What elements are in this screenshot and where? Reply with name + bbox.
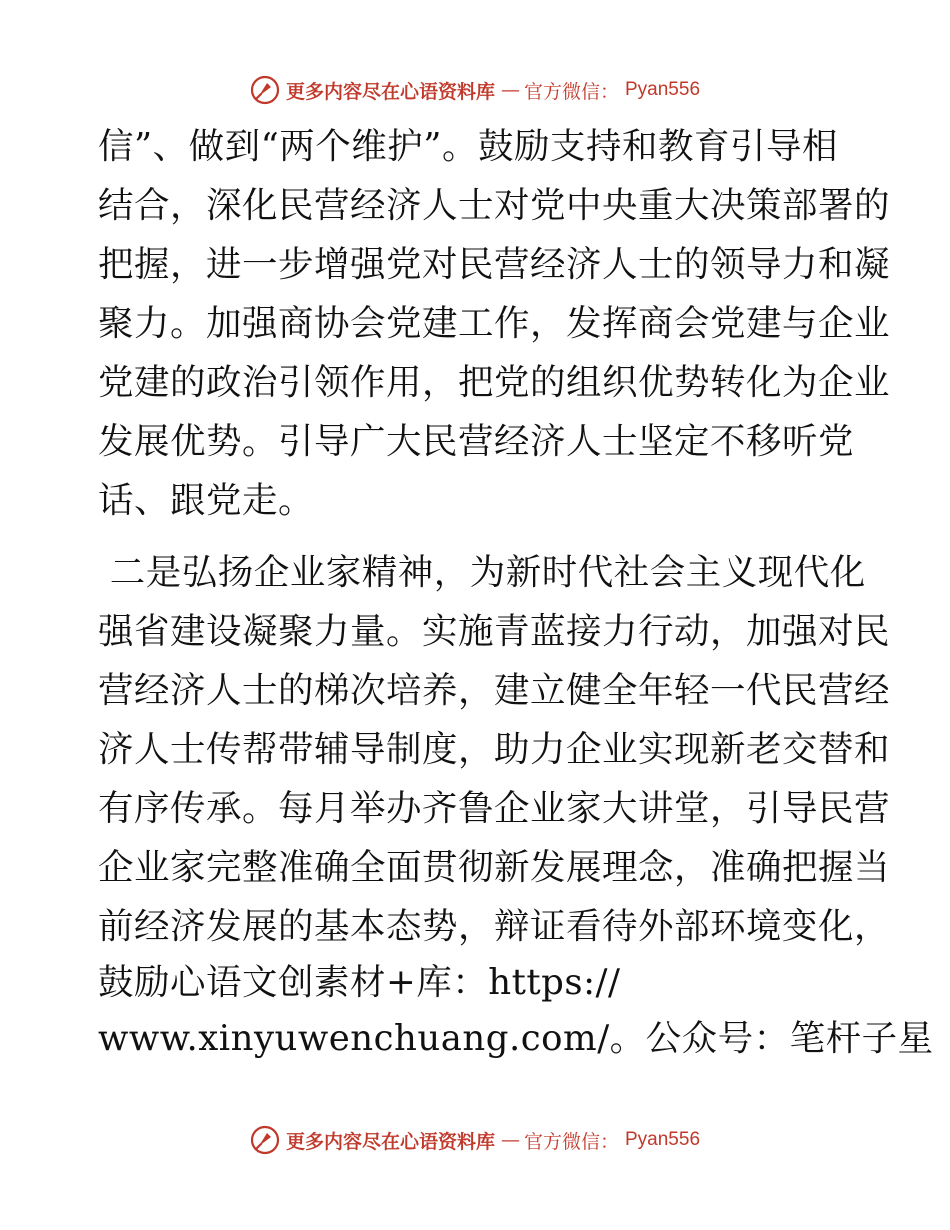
banner-wechat-label: 官方微信： [523, 1130, 619, 1153]
header-banner [0, 70, 950, 110]
text-line: 前经济发展的基本态势，辩证看待外部环境变化， [98, 906, 891, 947]
banner-separator: — [500, 1129, 518, 1151]
pen-nib-logo-icon [250, 75, 280, 105]
text-line: 强省建设凝聚力量。实施青蓝接力行动，加强对民 [98, 611, 891, 652]
banner-wechat-label: 官方微信： [523, 80, 619, 103]
banner-promo-text: 更多内容尽在心语资料库 [285, 80, 495, 103]
text-line: 营经济人士的梯次培养，建立健全年轻一代民营经 [98, 670, 891, 711]
text-line: 济人士传帮带辅导制度，助力企业实现新老交替和 [98, 729, 891, 770]
text-line: 信”、做到“两个维护”。鼓励支持和教育引导相 [98, 126, 838, 167]
text-line-url: www.xinyuwenchuang.com/。公众号：笔杆子星 [98, 1018, 934, 1059]
text-line: 党建的政治引领作用，把党的组织优势转化为企业 [98, 362, 891, 403]
text-line: 话、跟党走。 [98, 480, 315, 521]
banner-promo-text: 更多内容尽在心语资料库 [285, 1130, 495, 1153]
text-line: 二是弘扬企业家精神，为新时代社会主义现代化 [98, 552, 866, 593]
pen-nib-logo-icon [250, 1125, 280, 1155]
text-line: 发展优势。引导广大民营经济人士坚定不移听党 [98, 421, 855, 462]
text-line: 聚力。加强商协会党建工作，发挥商会党建与企业 [98, 303, 891, 344]
banner-separator: — [500, 79, 518, 101]
text-line: 结合，深化民营经济人士对党中央重大决策部署的 [98, 185, 891, 226]
text-line-link: 鼓励心语文创素材+库：https:// [98, 962, 621, 1003]
text-line: 有序传承。每月举办齐鲁企业家大讲堂，引导民营 [98, 788, 891, 829]
footer-banner [0, 1120, 950, 1160]
text-line: 把握，进一步增强党对民营经济人士的领导力和凝 [98, 244, 891, 285]
text-line: 企业家完整准确全面贯彻新发展理念，准确把握当 [98, 847, 891, 888]
banner-wechat-id: Pyan556 [625, 1129, 701, 1150]
banner-wechat-id: Pyan556 [625, 79, 701, 100]
